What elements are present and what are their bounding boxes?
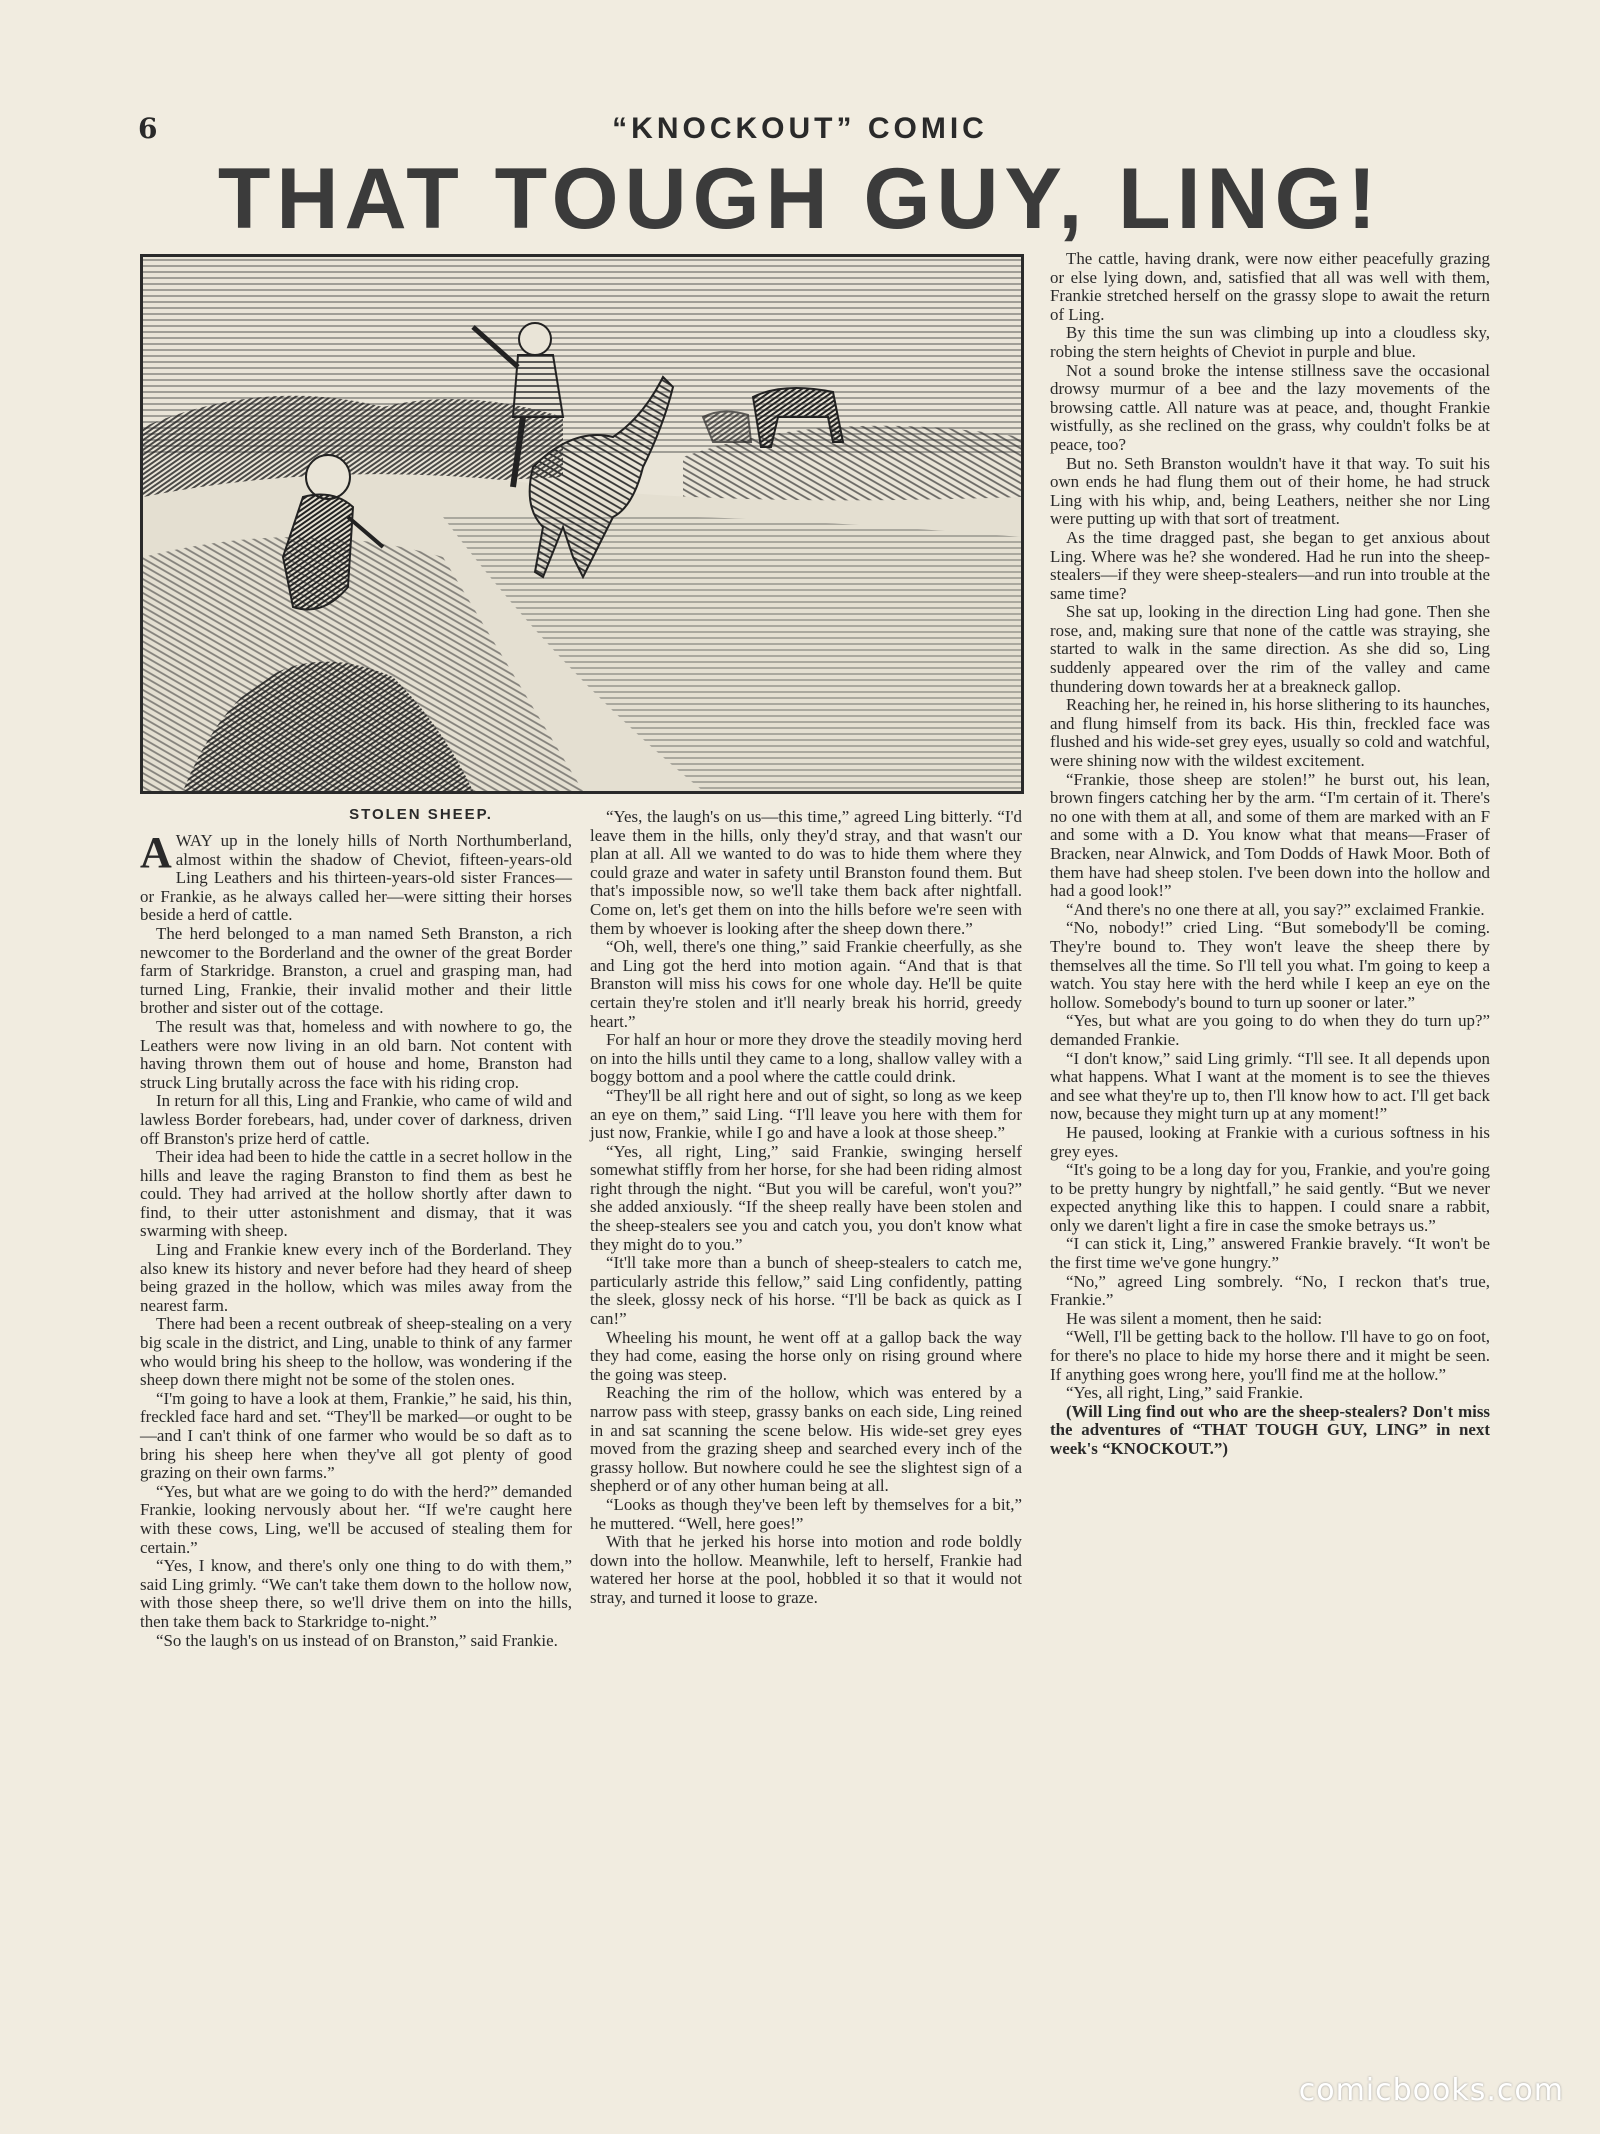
story-paragraph: Reaching her, he reined in, his horse slithering to its haunches, and flung himself from its back. His thin, freckled face was flushed and his wide-set grey eyes, usually so cold and watchful, were shining now with the wildest excitement. xyxy=(1050,695,1490,771)
story-paragraph: “It'll take more than a bunch of sheep-stealers to catch me, particularly astride this fellow,” said Ling confidently, patting the sleek, glossy neck of his horse. “I'll be back as quick as I can!” xyxy=(590,1253,1022,1329)
site-watermark: comicbooks.com xyxy=(1298,2073,1564,2108)
story-paragraph: The herd belonged to a man named Seth Branston, a rich newcomer to the Borderland and the owner of the great Border farm of Starkridge. Branston, a cruel and grasping man, had turned Ling, Frankie, their invalid mother and their little brother and sister out of the cottage. xyxy=(140,923,572,1018)
story-paragraph: “No,” agreed Ling sombrely. “No, I reckon that's true, Frankie.” xyxy=(1050,1271,1490,1310)
story-paragraph: “Frankie, those sheep are stolen!” he burst out, his lean, brown fingers catching her by the arm. “I'm certain of it. There's no one with them at all, and some of them are marked with an F and some with a D. You know what that means—Fraser of Bracken, near Alnwick, and Tom Dodds of Hawk Moor. Both of them have had sheep stolen. I've been down into the hollow and had a good look!” xyxy=(1050,769,1490,901)
story-paragraph: “And there's no one there at all, you say?” exclaimed Frankie. xyxy=(1066,899,1485,919)
story-paragraph: There had been a recent outbreak of sheep-stealing on a very big scale in the district, and Ling, unable to think of any farmer who would bring his sheep to the hollow, was wondering if the sheep down there might not be some of the stolen ones. xyxy=(140,1314,572,1390)
story-paragraph: “Looks as though they've been left by themselves for a bit,” he muttered. “Well, here goes!” xyxy=(590,1494,1022,1533)
story-paragraph: “Well, I'll be getting back to the hollow. I'll have to go on foot, for there's no place to hide my horse there and it might be seen. If anything goes wrong here, you'll find me at the hollow.” xyxy=(1050,1327,1490,1384)
story-paragraph: With that he jerked his horse into motion and rode boldly down into the hollow. Meanwhile, left to herself, Frankie had watered her horse at the pool, hobbled it so that it would not stray, and turned it loose to graze. xyxy=(590,1532,1022,1607)
story-paragraph: Their idea had been to hide the cattle in a secret hollow in the hills and leave the raging Branston to find them as best he could. They had arrived at the hollow shortly after dawn to find, to their utter astonishment and dismay, that it was swarming with sheep. xyxy=(140,1147,573,1241)
drop-cap-rest: WAY up in the lonely hills of North Northumberland, almost within the shadow of Cheviot, fifteen-years-old Ling Leathers and his thirteen-years-old sister Frances—or Frankie, as he always called her—were sitting their horses beside a herd of cattle. xyxy=(140,831,572,925)
story-paragraph: “I can stick it, Ling,” answered Frankie bravely. “It won't be the first time we've gone hungry.” xyxy=(1050,1234,1490,1273)
story-paragraph: Not a sound broke the intense stillness save the occasional drowsy murmur of a bee and the lazy movements of the browsing cattle. All nature was at peace, and, thought Frankie wistfully, as she reclined on the grass, why couldn't folks be at peace, too? xyxy=(1050,360,1490,454)
story-paragraph: “Yes, all right, Ling,” said Frankie, swinging herself somewhat stiffly from her horse, for she had been riding almost right through the night. “But you will be careful, won't you?” she added anxiously. “If the sheep really have been stolen and the sheep-stealers see you and catch you, you don't know what they might do to you.” xyxy=(590,1141,1022,1254)
story-paragraph: In return for all this, Ling and Frankie, who came of wild and lawless Border forebears, had, under cover of darkness, driven off Branston's prize herd of cattle. xyxy=(140,1091,572,1148)
story-paragraph: “They'll be all right here and out of sight, so long as we keep an eye on them,” said Ling. “I'll leave you here with them for just now, Frankie, while I go and have a look at those sheep.” xyxy=(590,1085,1022,1143)
story-paragraph: “Yes, I know, and there's only one thing to do with them,” said Ling grimly. “We can't take them down to the hollow now, with those sheep there, so we'll drive them on into the hills, then take them back to Starkridge to-night.” xyxy=(140,1556,572,1631)
story-paragraph: As the time dragged past, she began to get anxious about Ling. Where was he? she wondered. Had he run into the sheep-stealers—if they were sheep-stealers—and run into trouble at the same time? xyxy=(1050,527,1490,603)
story-paragraph: By this time the sun was climbing up into a cloudless sky, robing the stern heights of Cheviot in purple and blue. xyxy=(1050,323,1490,361)
story-paragraph: “Yes, the laugh's on us—this time,” agreed Ling bitterly. “I'd leave them in the hills, only they'd stray, and that wasn't our plan at all. All we wanted to do was to hide them where they could graze and water in safety until Branston found them. But that's impossible now, so we'll take them back after nightfall. Come on, let's get them on into the hills before we're seen with them by whoever is looking after the sheep down there.” xyxy=(590,807,1022,938)
story-paragraph: For half an hour or more they drove the steadily moving herd on into the hills until they came to a long, shallow valley with a boggy bottom and a pool where the cattle could drink. xyxy=(590,1030,1022,1087)
running-head: “KNOCKOUT” COMIC xyxy=(612,112,988,145)
story-paragraph: “No, nobody!” cried Ling. “But somebody'll be coming. They're bound to. They won't leave the sheep there by themselves all the time. So I'll tell you what. I'm going to keep a watch. You stay here with the herd while I keep an eye on the hollow. Somebody's bound to turn up sooner or later.” xyxy=(1050,918,1490,1012)
drop-cap: A xyxy=(140,828,172,877)
story-paragraph: “I'm going to have a look at them, Frankie,” he said, his thin, freckled face hard and set. “They'll be marked—or ought to be—and I can't think of one farmer who would be so daft as to bring his sheep here when they've all got plenty of good grazing on their own farms.” xyxy=(140,1388,572,1483)
story-column-2 xyxy=(590,808,1022,1608)
story-paragraph: He paused, looking at Frankie with a curious softness in his grey eyes. xyxy=(1050,1122,1490,1161)
story-illustration xyxy=(140,254,1024,794)
next-week-teaser: (Will Ling find out who are the sheep-stealers? Don't miss the adventures of “THAT TOUGH GUY, LING” in next week's “KNOCKOUT.”) xyxy=(1050,1401,1490,1458)
story-paragraph: “Yes, all right, Ling,” said Frankie. xyxy=(1066,1383,1304,1403)
story-paragraph xyxy=(140,828,572,925)
story-paragraph: “I don't know,” said Ling grimly. “I'll see. It all depends upon what happens. What I want at the moment is to see the thieves and see what they're up to, then I'll know how to act. I'll get back now, because they might turn up at any moment!” xyxy=(1050,1048,1490,1124)
story-paragraph: She sat up, looking in the direction Ling had gone. Then she rose, and, making sure that none of the cattle was straying, she started to walk in the same direction. As she did so, Ling suddenly appeared over the rim of the valley and came thundering down towards her at a breakneck gallop. xyxy=(1050,602,1490,696)
story-column-1 xyxy=(140,828,573,1650)
illustration-caption: STOLEN SHEEP. xyxy=(349,806,493,823)
story-paragraph: He was silent a moment, then he said: xyxy=(1066,1308,1323,1328)
story-paragraph: “Yes, but what are we going to do with the herd?” demanded Frankie, looking nervously about her. “If we're caught here with these cows, Ling, we'll be accused of stealing them for certain.” xyxy=(140,1481,572,1557)
story-paragraph: But no. Seth Branston wouldn't have it that way. To suit his own ends he had flung them out of their home, he had struck Ling with his whip, and, being Leathers, neither she nor Ling were putting up with that sort of treatment. xyxy=(1050,453,1490,529)
story-paragraph: The cattle, having drank, were now either peacefully grazing or else lying down, and, satisfied that all was well with them, Frankie stretched herself on the grassy slope to await the return of Ling. xyxy=(1050,249,1490,324)
story-paragraph: Ling and Frankie knew every inch of the Borderland. They also knew its history and never before had they heard of sheep being grazed in the hollow, which was miles away from the nearest farm. xyxy=(140,1240,572,1315)
story-paragraph: “It's going to be a long day for you, Frankie, and you're going to be pretty hungry by nightfall,” he said gently. “But we never expected anything like this to happen. I could snare a rabbit, only we daren't light a fire in case the smoke betrays us.” xyxy=(1050,1160,1490,1235)
story-paragraph: The result was that, homeless and with nowhere to go, the Leathers were now living in an old barn. Not content with having thrown them out of house and home, Branston had struck Ling brutally across the face with his riding crop. xyxy=(140,1016,572,1092)
story-paragraph: “Yes, but what are you going to do when they do turn up?” demanded Frankie. xyxy=(1050,1011,1490,1049)
story-title: THAT TOUGH GUY, LING! xyxy=(217,151,1383,247)
story-paragraph: Wheeling his mount, he went off at a gallop back the way they had come, easing the horse only on rising ground where the going was steep. xyxy=(590,1327,1022,1384)
horseman-engraving xyxy=(143,257,1021,791)
story-column-3 xyxy=(1050,250,1490,1459)
story-paragraph: “So the laugh's on us instead of on Branston,” said Frankie. xyxy=(156,1630,558,1650)
story-paragraph: Reaching the rim of the hollow, which was entered by a narrow pass with steep, grassy banks on each side, Ling reined in and sat scanning the scene below. His wide-set grey eyes moved from the grazing sheep and searched every inch of the grassy hollow. But nowhere could he see the slightest sign of a shepherd or of any other human being at all. xyxy=(590,1383,1022,1496)
story-paragraph: “Oh, well, there's one thing,” said Frankie cheerfully, as she and Ling got the herd into motion again. “And that is that Branston will miss his cows for one whole day. He'll be quite certain they're stolen and it'll nearly break his horrid, greedy heart.” xyxy=(590,937,1022,1031)
page-number: 6 xyxy=(138,112,158,145)
